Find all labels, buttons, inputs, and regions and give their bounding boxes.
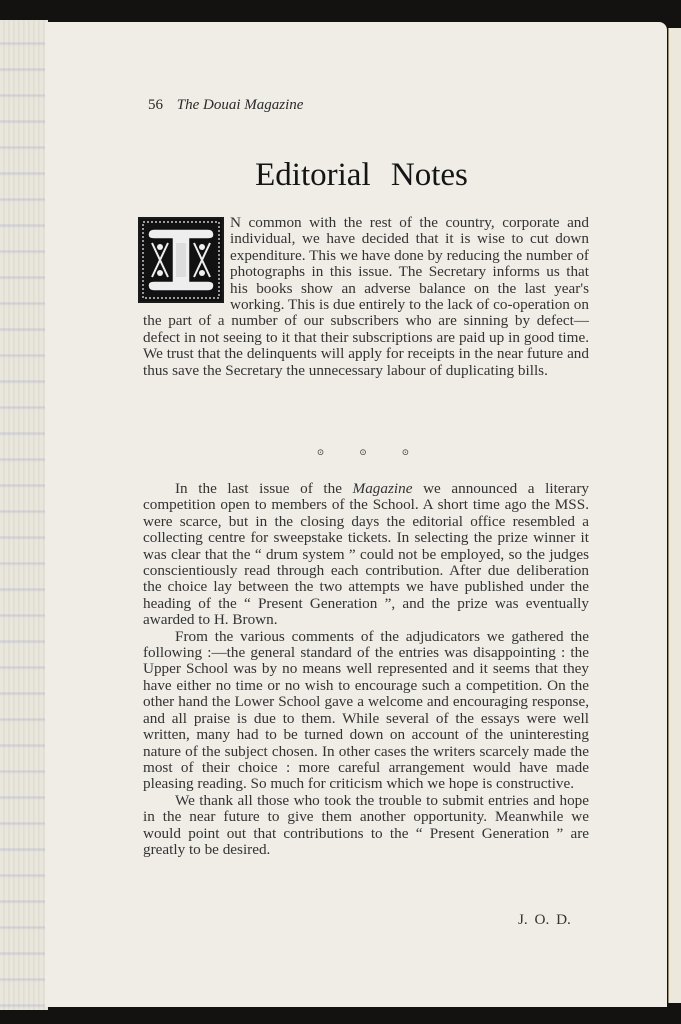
- ornamental-drop-cap-icon: [138, 217, 224, 303]
- section-divider-ornament: [0, 448, 681, 458]
- paragraph-literary-competition: [143, 481, 589, 629]
- paragraph-thanks: We thank all those who took the trouble to submit entries and hope in the near future to give them another opportunity. Meanwhile we would point out that contributions to the “ Present Generation ” are greatly to be desired.: [143, 791, 589, 858]
- page-number: 56: [148, 97, 163, 113]
- paragraph-text: we announced a literary competition open to members of the School. A short time ago the MSS. were scarce, but in the closing days the editorial office resembled a collecting centre for sweepstake tickets. In selecting the prize winner it was clear that the “ drum system ” could not be employed, so the judges conscientiously read through each contribution. After due deliberation the choice lay between the two attempts we have published under the heading of the “ Present Generation ”, and the prize was eventually awarded to H. Brown.: [143, 480, 589, 629]
- section-2: [143, 481, 589, 858]
- magazine-italic: Magazine: [352, 480, 413, 497]
- divider-dot-icon: ⊙: [401, 448, 410, 458]
- publication-name: The Douai Magazine: [176, 97, 304, 113]
- running-head: [148, 97, 303, 114]
- divider-dot-icon: ⊙: [316, 448, 325, 458]
- section-1-paragraph: [143, 215, 589, 379]
- page-title: Editorial Notes: [255, 157, 468, 193]
- paragraph-text: In the last issue of the: [175, 480, 353, 497]
- author-initials: J. O. D.: [518, 911, 571, 928]
- divider-dot-icon: ⊙: [359, 448, 367, 458]
- paragraph-adjudicators: From the various comments of the adjudicators we gathered the following :—the general standard of the entries was disappointing : the Upper School was by no means well represented and it seems that they have either no time or no wish to encourage such a competition. On the other hand the Lower School gave a welcome and encouraging response, and all praise is due to them. While several of the essays were well written, many had to be turned down on account of the uninteresting nature of the subject chosen. In other cases the writers scarcely made the most of their choice : more careful arrangement would have made pleasing reading. So much for criticism which we hope is constructive.: [143, 627, 589, 793]
- section-1-text: N common with the rest of the country, corporate and individual, we have decided that it is wise to cut down expenditure. This we have done by reducing the number of photographs in this issue. The Secretary informs us that his books show an adverse balance on the last year's working. This is due entirely to the lack of co-operation on the part of a number of our subscribers who are sinning by defect—defect in not seeing to it that their subscriptions are paid up in good time. We trust that the delinquents will apply for receipts in the near future and thus save the Secretary the unnecessary labour of duplicating bills.: [143, 214, 589, 379]
